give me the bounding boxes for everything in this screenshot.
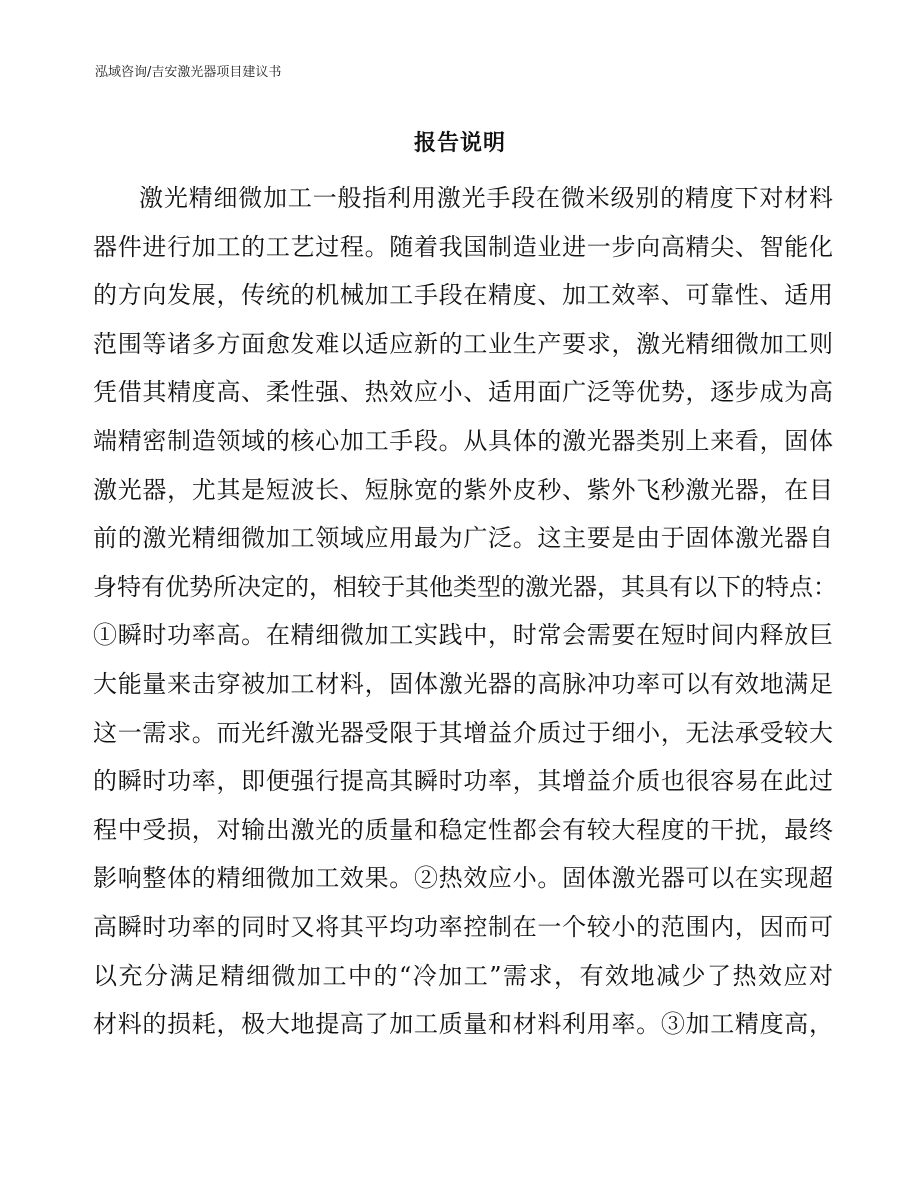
paragraph-line: 程中受损，对输出激光的质量和稳定性都会有较大程度的干扰，最终 [93,815,833,844]
paragraph-line: 身特有优势所决定的，相较于其他类型的激光器，其具有以下的特点： [93,572,837,601]
paragraph-line: 凭借其精度高、柔性强、热效应小、适用面广泛等优势，逐步成为高 [93,378,833,407]
paragraph-line: 器件进行加工的工艺过程。随着我国制造业进一步向高精尖、智能化 [93,232,833,261]
paragraph-line: ①瞬时功率高。在精细微加工实践中，时常会需要在短时间内释放巨 [93,621,833,650]
page-header: 泓域咨询/吉安激光器项目建议书 [95,65,282,80]
paragraph-line: 的瞬时功率，即便强行提高其瞬时功率，其增益介质也很容易在此过 [93,767,833,796]
paragraph-line: 材料的损耗，极大地提高了加工质量和材料利用率。③加工精度高， [93,1010,833,1039]
paragraph-line: 端精密制造领域的核心加工手段。从具体的激光器类别上来看，固体 [93,426,833,455]
paragraph-line: 激光器，尤其是短波长、短脉宽的紫外皮秒、紫外飞秒激光器，在目 [93,475,833,504]
section-title: 报告说明 [413,131,506,156]
paragraph-line: 以充分满足精细微加工中的“冷加工”需求，有效地减少了热效应对 [93,961,833,990]
paragraph-line: 范围等诸多方面愈发难以适应新的工业生产要求，激光精细微加工则 [93,329,833,358]
paragraph-line: 激光精细微加工一般指利用激光手段在微米级别的精度下对材料 [139,184,833,212]
paragraph-line: 影响整体的精细微加工效果。②热效应小。固体激光器可以在实现超 [93,864,833,893]
paragraph-line: 前的激光精细微加工领域应用最为广泛。这主要是由于固体激光器自 [93,524,833,553]
paragraph-line: 大能量来击穿被加工材料，固体激光器的高脉冲功率可以有效地满足 [93,669,833,698]
paragraph-line: 这一需求。而光纤激光器受限于其增益介质过于细小，无法承受较大 [93,718,833,747]
paragraph-line: 高瞬时功率的同时又将其平均功率控制在一个较小的范围内，因而可 [93,912,833,941]
paragraph-line: 的方向发展，传统的机械加工手段在精度、加工效率、可靠性、适用 [93,281,833,310]
body-paragraph [93,174,837,1049]
